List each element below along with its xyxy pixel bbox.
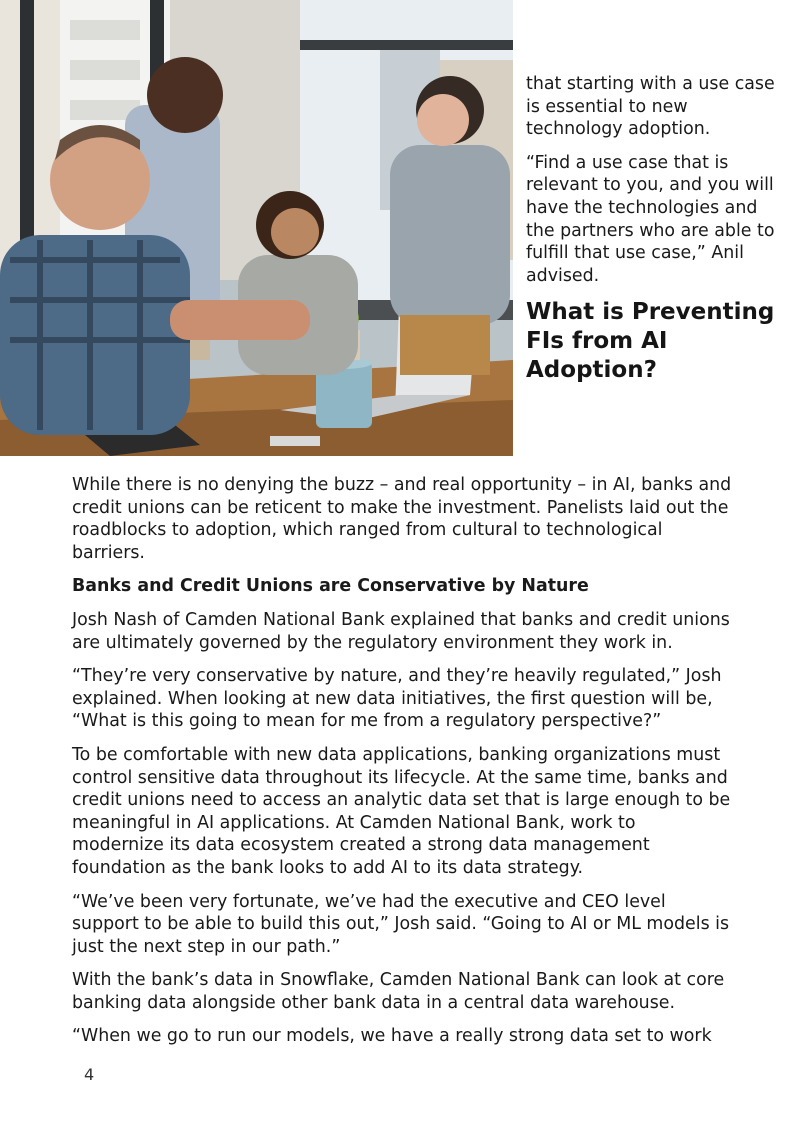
main-paragraph-2: Josh Nash of Camden National Bank explained that banks and credit unions are ultimately governed by the regulatory environment they work in. xyxy=(72,609,730,653)
main-paragraph-6: With the bank’s data in Snowflake, Camden National Bank can look at core banking data alongside other bank data in a central data warehouse. xyxy=(72,970,725,1013)
main-paragraph-5: “We’ve been very fortunate, we’ve had the executive and CEO level support to be able to build this out,” Josh said. “Going to AI or ML models is just the next step in our path.” xyxy=(72,891,730,957)
side-column xyxy=(526,73,788,385)
section-heading: What is Preventing FIs from AI Adoption? xyxy=(526,299,775,384)
main-paragraph-7: “When we go to run our models, we have a really strong data set to work xyxy=(72,1026,712,1047)
page-number: 4 xyxy=(84,1065,95,1084)
main-paragraph-1: While there is no denying the buzz – and real opportunity – in AI, banks and credit unions can be reticent to make the investment. Panelists laid out the roadblocks to adoption, which ranged from cultural to technological barriers. xyxy=(72,475,732,563)
side-paragraph-2: “Find a use case that is relevant to you, and you will have the technologies and the partners who are able to fulfill that use case,” Anil advised. xyxy=(526,152,775,286)
photo-illustration xyxy=(0,0,513,456)
main-paragraph-3: “They’re very conservative by nature, and they’re heavily regulated,” Josh explained. When looking at new data initiatives, the first question will be, “What is this going to mean for me from a regulatory perspective?” xyxy=(72,666,722,732)
side-paragraph-1: that starting with a use case is essential to new technology adoption. xyxy=(526,74,775,140)
main-column xyxy=(72,474,732,1059)
main-paragraph-4: To be comfortable with new data applications, banking organizations must control sensitive data throughout its lifecycle. At the same time, banks and credit unions need to access an analytic data set that is large enough to be meaningful in AI applications. At Camden National Bank, work to modernize its data ecosystem created a strong data management foundation as the bank looks to add AI to its data strategy. xyxy=(72,744,731,878)
office-meeting-photo xyxy=(0,0,513,456)
subheading: Banks and Credit Unions are Conservative by Nature xyxy=(72,576,589,597)
